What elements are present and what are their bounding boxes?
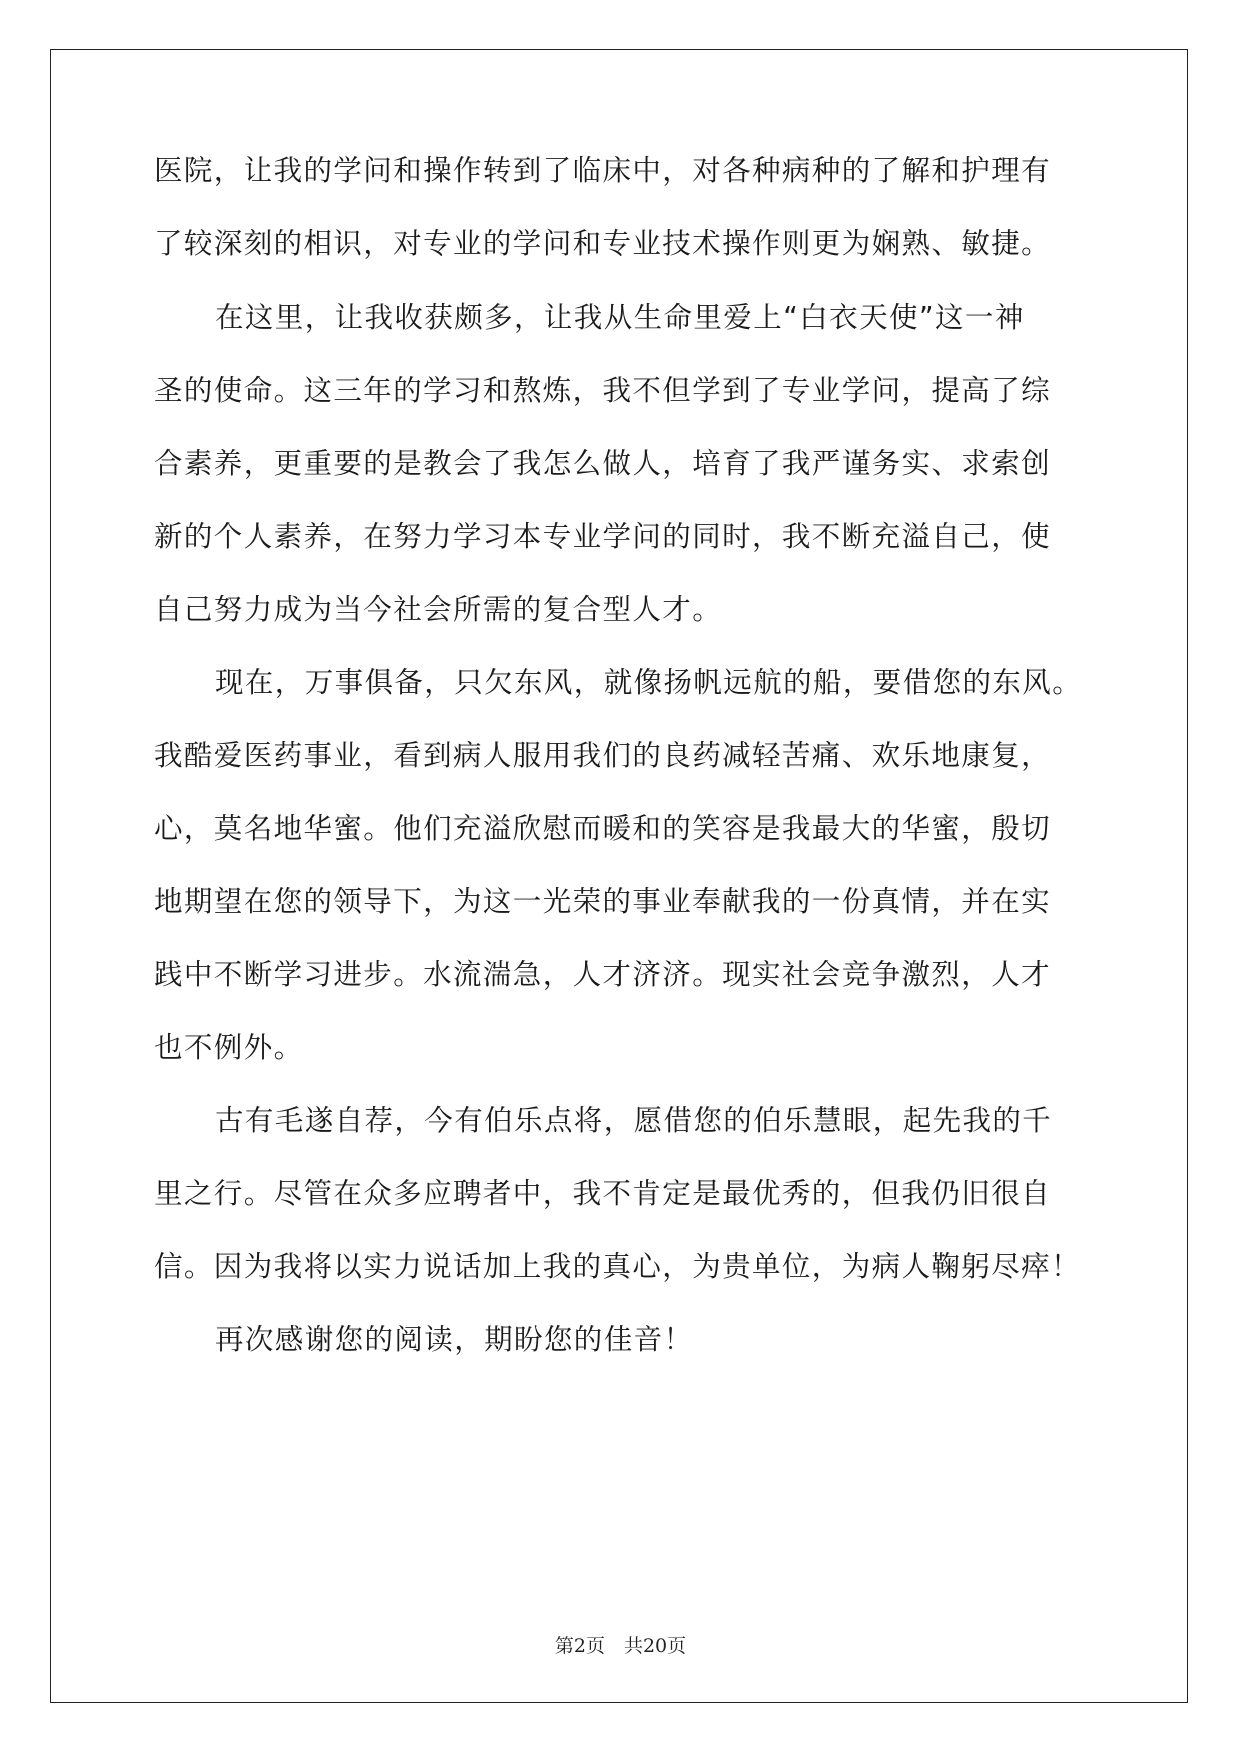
page-footer bbox=[0, 1631, 1241, 1658]
text-line: 心，莫名地华蜜。他们充溢欣慰而暖和的笑容是我最大的华蜜，殷切 bbox=[154, 812, 1052, 845]
text-line: 自己努力成为当今社会所需的复合型人才。 bbox=[154, 593, 723, 626]
paragraph-start-line: 在这里，让我收获颇多，让我从生命里爱上“白衣天使”这一神 bbox=[215, 301, 1025, 334]
text-line: 了较深刻的相识，对专业的学问和专业技术操作则更为娴熟、敏捷。 bbox=[154, 227, 1052, 260]
text-line: 践中不断学习进步。水流湍急，人才济济。现实社会竞争激烈，人才 bbox=[154, 958, 1052, 991]
paragraph-start-line: 古有毛遂自荐，今有伯乐点将，愿借您的伯乐慧眼，起先我的千 bbox=[215, 1104, 1053, 1137]
text-line: 信。因为我将以实力说话加上我的真心，为贵单位，为病人鞠躬尽瘁！ bbox=[154, 1250, 1081, 1283]
text-line: 我酷爱医药事业，看到病人服用我们的良药减轻苦痛、欢乐地康复， bbox=[154, 739, 1052, 772]
text-line: 里之行。尽管在众多应聘者中，我不肯定是最优秀的，但我仍旧很自 bbox=[154, 1177, 1052, 1210]
text-line: 地期望在您的领导下，为这一光荣的事业奉献我的一份真情，并在实 bbox=[154, 885, 1052, 918]
text-line: 医院，让我的学问和操作转到了临床中，对各种病种的了解和护理有 bbox=[154, 154, 1052, 187]
page-number-label: 第2页 共20页 bbox=[554, 1635, 687, 1657]
text-line: 圣的使命。这三年的学习和熬炼，我不但学到了专业学问，提高了综 bbox=[154, 374, 1052, 407]
paragraph-start-line: 现在，万事俱备，只欠东风，就像扬帆远航的船，要借您的东风。 bbox=[215, 666, 1083, 699]
text-line: 新的个人素养，在努力学习本专业学问的同时，我不断充溢自己，使 bbox=[154, 520, 1052, 553]
text-line: 也不例外。 bbox=[154, 1031, 304, 1064]
text-line: 合素养，更重要的是教会了我怎么做人，培育了我严谨务实、求索创 bbox=[154, 447, 1052, 480]
page-border bbox=[50, 49, 1188, 1703]
paragraph-start-line: 再次感谢您的阅读，期盼您的佳音！ bbox=[215, 1323, 694, 1356]
